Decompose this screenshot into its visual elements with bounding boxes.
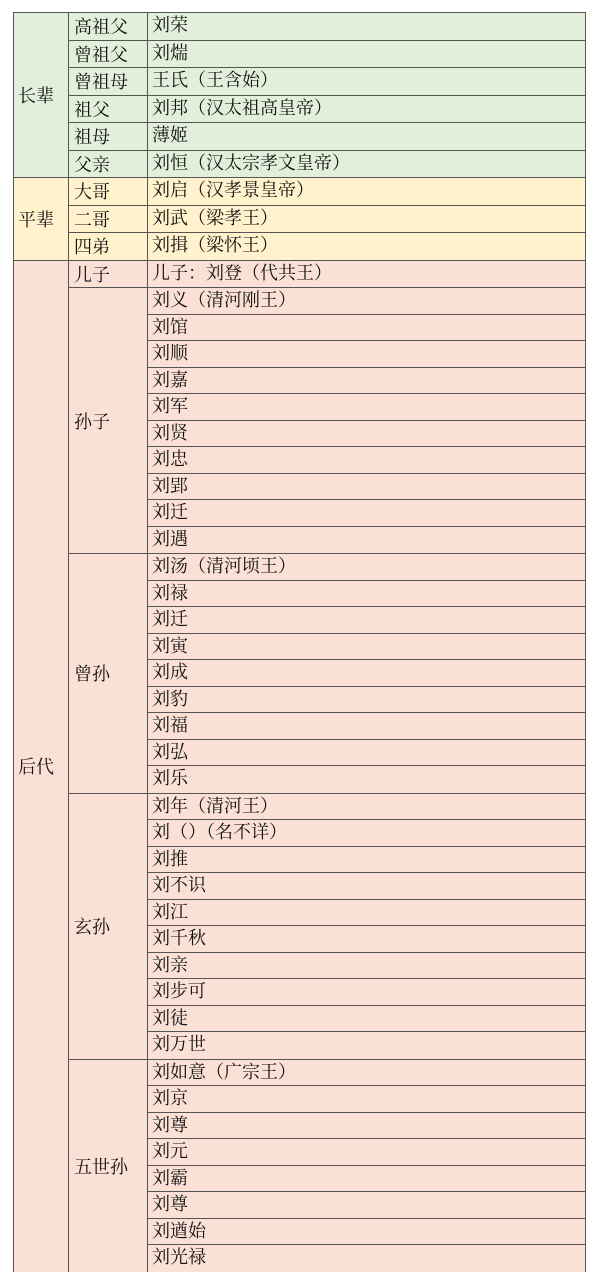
person-name-cell[interactable]: 刘元: [148, 1139, 586, 1166]
person-name-cell[interactable]: 刘馆: [148, 315, 586, 342]
person-name-cell[interactable]: 儿子：刘登（代共王）: [148, 261, 586, 288]
relation-group: [69, 794, 586, 1060]
generation-label[interactable]: 平辈: [14, 178, 69, 260]
relation-group: [69, 206, 586, 234]
person-name-cell[interactable]: 刘荣: [148, 13, 586, 40]
relation-group: [69, 123, 586, 151]
generation-body: [69, 13, 586, 177]
person-name-cell[interactable]: 刘武（梁孝王）: [148, 206, 586, 233]
person-name-cell[interactable]: 刘霸: [148, 1166, 586, 1193]
relation-group: [69, 554, 586, 794]
relation-group: [69, 261, 586, 289]
person-name-cell[interactable]: 刘邦（汉太祖高皇帝）: [148, 96, 586, 123]
person-name-cell[interactable]: 刘如意（广宗王）: [148, 1060, 586, 1087]
person-name-cell[interactable]: 刘禄: [148, 581, 586, 608]
name-list: [148, 151, 586, 178]
relation-label[interactable]: 玄孙: [69, 794, 148, 1059]
name-list: [148, 233, 586, 260]
generation-band: [14, 13, 586, 178]
person-name-cell[interactable]: 刘贤: [148, 421, 586, 448]
person-name-cell[interactable]: 刘步可: [148, 979, 586, 1006]
name-list: [148, 206, 586, 233]
person-name-cell[interactable]: 刘豹: [148, 687, 586, 714]
relation-label[interactable]: 儿子: [69, 261, 148, 288]
relation-label[interactable]: 祖母: [69, 123, 148, 150]
relation-group: [69, 13, 586, 41]
person-name-cell[interactable]: 刘徒: [148, 1006, 586, 1033]
generation-label[interactable]: 长辈: [14, 13, 69, 177]
person-name-cell[interactable]: 刘弘: [148, 740, 586, 767]
name-list: [148, 41, 586, 68]
person-name-cell[interactable]: 刘迁: [148, 500, 586, 527]
person-name-cell[interactable]: 刘义（清河刚王）: [148, 288, 586, 315]
person-name-cell[interactable]: 刘尊: [148, 1113, 586, 1140]
name-list: [148, 96, 586, 123]
name-list: [148, 288, 586, 553]
relation-group: [69, 96, 586, 124]
person-name-cell[interactable]: 刘嘉: [148, 368, 586, 395]
person-name-cell[interactable]: 刘成: [148, 660, 586, 687]
relation-label[interactable]: 曾孙: [69, 554, 148, 793]
person-name-cell[interactable]: 刘郢: [148, 474, 586, 501]
name-list: [148, 1060, 586, 1272]
relation-label[interactable]: 祖父: [69, 96, 148, 123]
person-name-cell[interactable]: 刘尊: [148, 1192, 586, 1219]
name-list: [148, 178, 586, 205]
relation-label[interactable]: 二哥: [69, 206, 148, 233]
relation-label[interactable]: 大哥: [69, 178, 148, 205]
generation-body: [69, 178, 586, 260]
person-name-cell[interactable]: 刘忠: [148, 447, 586, 474]
relation-label[interactable]: 父亲: [69, 151, 148, 178]
relation-label[interactable]: 孙子: [69, 288, 148, 553]
person-name-cell[interactable]: 刘煓: [148, 41, 586, 68]
person-name-cell[interactable]: 刘揖（梁怀王）: [148, 233, 586, 260]
person-name-cell[interactable]: 刘万世: [148, 1032, 586, 1059]
person-name-cell[interactable]: 刘亲: [148, 953, 586, 980]
person-name-cell[interactable]: 刘军: [148, 394, 586, 421]
relation-label[interactable]: 曾祖母: [69, 68, 148, 95]
relation-group: [69, 1060, 586, 1272]
person-name-cell[interactable]: 王氏（王含始）: [148, 68, 586, 95]
person-name-cell[interactable]: 刘推: [148, 847, 586, 874]
generation-body: [69, 261, 586, 1272]
person-name-cell[interactable]: 刘启（汉孝景皇帝）: [148, 178, 586, 205]
person-name-cell[interactable]: 刘京: [148, 1086, 586, 1113]
person-name-cell[interactable]: 刘光禄: [148, 1245, 586, 1272]
person-name-cell[interactable]: 薄姬: [148, 123, 586, 150]
person-name-cell[interactable]: 刘乐: [148, 766, 586, 793]
relation-group: [69, 68, 586, 96]
person-name-cell[interactable]: 刘遇: [148, 527, 586, 554]
generation-band: [14, 178, 586, 261]
relation-group: [69, 233, 586, 260]
person-name-cell[interactable]: 刘遒始: [148, 1219, 586, 1246]
person-name-cell[interactable]: 刘恒（汉太宗孝文皇帝）: [148, 151, 586, 178]
relation-group: [69, 178, 586, 206]
person-name-cell[interactable]: 刘寅: [148, 634, 586, 661]
relation-group: [69, 41, 586, 69]
name-list: [148, 794, 586, 1059]
relation-group: [69, 151, 586, 178]
relation-label[interactable]: 高祖父: [69, 13, 148, 40]
person-name-cell[interactable]: 刘福: [148, 713, 586, 740]
relation-label[interactable]: 四弟: [69, 233, 148, 260]
name-list: [148, 68, 586, 95]
person-name-cell[interactable]: 刘不识: [148, 873, 586, 900]
relation-group: [69, 288, 586, 554]
person-name-cell[interactable]: 刘江: [148, 900, 586, 927]
name-list: [148, 554, 586, 793]
genealogy-table: [13, 12, 586, 1272]
person-name-cell[interactable]: 刘顺: [148, 341, 586, 368]
person-name-cell[interactable]: 刘迁: [148, 607, 586, 634]
person-name-cell[interactable]: 刘年（清河王）: [148, 794, 586, 821]
name-list: [148, 261, 586, 288]
name-list: [148, 123, 586, 150]
name-list: [148, 13, 586, 40]
person-name-cell[interactable]: 刘（）（名不详）: [148, 820, 586, 847]
relation-label[interactable]: 五世孙: [69, 1060, 148, 1272]
generation-label[interactable]: 后代: [14, 261, 69, 1272]
relation-label[interactable]: 曾祖父: [69, 41, 148, 68]
person-name-cell[interactable]: 刘汤（清河顷王）: [148, 554, 586, 581]
generation-band: [14, 261, 586, 1272]
person-name-cell[interactable]: 刘千秋: [148, 926, 586, 953]
